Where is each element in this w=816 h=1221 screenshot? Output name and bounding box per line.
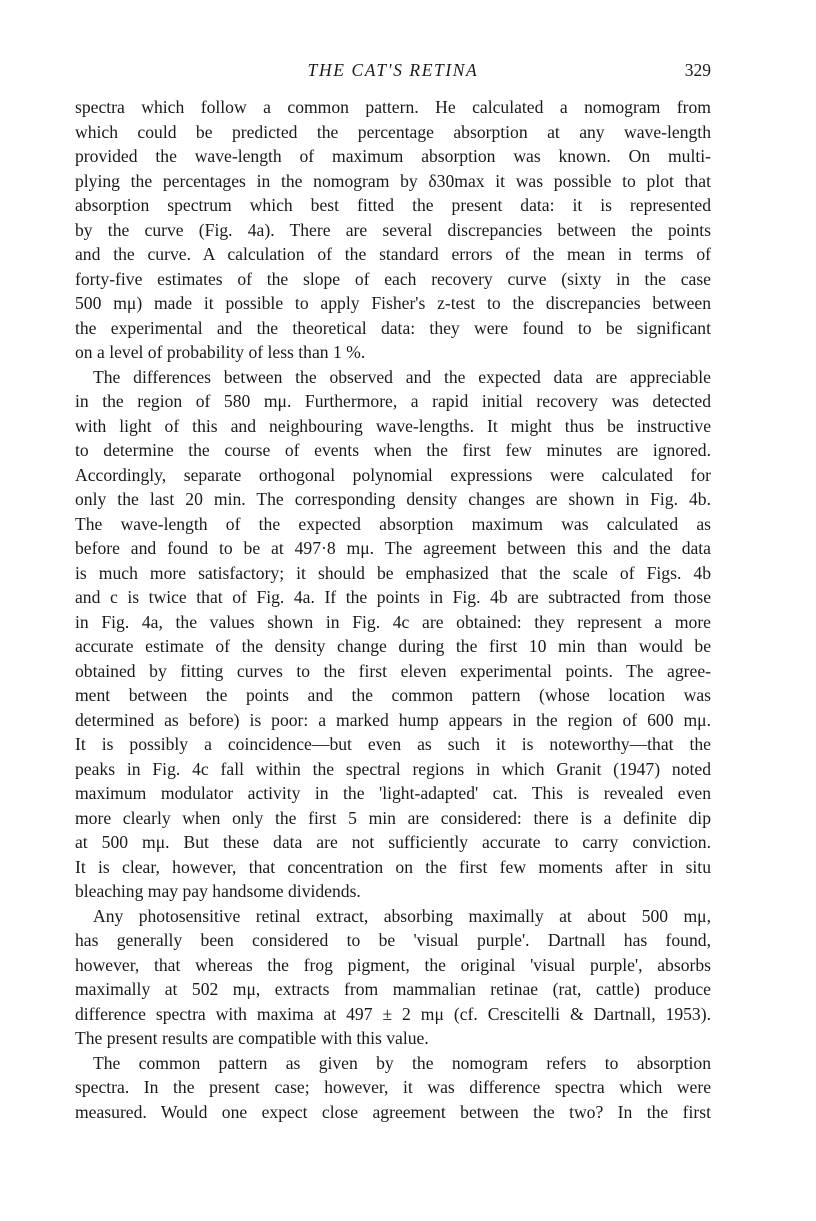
- text-line: however, that whereas the frog pigment, the original 'visual purple', absorbs: [75, 954, 711, 975]
- text-line: bleaching may pay handsome dividends.: [75, 881, 361, 901]
- text-line: peaks in Fig. 4c fall within the spectral regions in which Granit (1947) noted: [75, 758, 711, 779]
- text-line: absorption spectrum which best fitted the present data: it is represented: [75, 195, 711, 215]
- running-title: THE CAT'S RETINA: [307, 60, 479, 80]
- text-line: ment between the points and the common pattern (whose location was: [75, 685, 711, 705]
- text-line: provided the wave-length of maximum absorption was known. On multi-: [75, 146, 711, 166]
- text-line: determined as before) is poor: a marked hump appears in the region of 600 mμ.: [75, 709, 711, 730]
- text-line: has generally been considered to be 'visual purple'. Dartnall has found,: [75, 930, 711, 950]
- text-line: forty-five estimates of the slope of each recovery curve (sixty in the case: [75, 268, 711, 289]
- text-line: Accordingly, separate orthogonal polynomial expressions were calculated for: [75, 464, 711, 485]
- text-line: to determine the course of events when the first few minutes are ignored.: [75, 440, 711, 460]
- text-line: and the curve. A calculation of the standard errors of the mean in terms of: [75, 244, 711, 264]
- text-line: and c is twice that of Fig. 4a. If the points in Fig. 4b are subtracted from those: [75, 587, 711, 607]
- text-line: maximally at 502 mμ, extracts from mammalian retinae (rat, cattle) produce: [75, 979, 711, 999]
- text-line: only the last 20 min. The corresponding density changes are shown in Fig. 4b.: [75, 489, 711, 509]
- text-line: which could be predicted the percentage absorption at any wave-length: [75, 121, 711, 142]
- text-line: 500 mμ) made it possible to apply Fisher's z-test to the discrepancies between: [75, 293, 711, 313]
- text-line: accurate estimate of the density change during the first 10 min than would be: [75, 636, 711, 656]
- text-line: The wave-length of the expected absorption maximum was calculated as: [75, 513, 711, 534]
- text-line: more clearly when only the first 5 min are considered: there is a definite dip: [75, 807, 711, 828]
- text-line: is much more satisfactory; it should be emphasized that the scale of Figs. 4b: [75, 562, 711, 583]
- text-line: in the region of 580 mμ. Furthermore, a rapid initial recovery was detected: [75, 391, 711, 411]
- text-line: spectra. In the present case; however, it was difference spectra which were: [75, 1077, 711, 1097]
- text-line: measured. Would one expect close agreement between the two? In the first: [75, 1101, 711, 1122]
- text-line: maximum modulator activity in the 'light-adapted' cat. This is revealed even: [75, 783, 711, 803]
- text-line: It is possibly a coincidence—but even as such it is noteworthy—that the: [75, 734, 711, 754]
- text-line: spectra which follow a common pattern. He calculated a nomogram from: [75, 97, 711, 117]
- text-line: in Fig. 4a, the values shown in Fig. 4c are obtained: they represent a more: [75, 611, 711, 632]
- text-line: by the curve (Fig. 4a). There are several discrepancies between the points: [75, 219, 711, 240]
- text-line: difference spectra with maxima at 497 ± 2 mμ (cf. Crescitelli & Dartnall, 1953).: [75, 1003, 711, 1024]
- text-line: plying the percentages in the nomogram by δ30max it was possible to plot that: [75, 170, 711, 191]
- text-line: The common pattern as given by the nomogram refers to absorption: [93, 1052, 711, 1073]
- text-line: the experimental and the theoretical data: they were found to be significant: [75, 317, 711, 338]
- text-line: with light of this and neighbouring wave-lengths. It might thus be instructive: [75, 415, 711, 436]
- text-line: It is clear, however, that concentration on the first few moments after in situ: [75, 856, 711, 877]
- body-text: [75, 95, 711, 1124]
- text-line: at 500 mμ. But these data are not sufficiently accurate to carry conviction.: [75, 832, 711, 852]
- text-line: on a level of probability of less than 1 %.: [75, 342, 366, 362]
- page-header: [75, 60, 711, 86]
- page-number: 329: [684, 60, 711, 80]
- text-line: before and found to be at 497·8 mμ. The agreement between this and the data: [75, 538, 711, 558]
- text-line: The present results are compatible with this value.: [75, 1028, 429, 1048]
- text-line: Any photosensitive retinal extract, absorbing maximally at about 500 mμ,: [93, 905, 711, 926]
- text-line: The differences between the observed and the expected data are appreciable: [93, 366, 711, 387]
- text-line: obtained by fitting curves to the first eleven experimental points. The agree-: [75, 660, 711, 681]
